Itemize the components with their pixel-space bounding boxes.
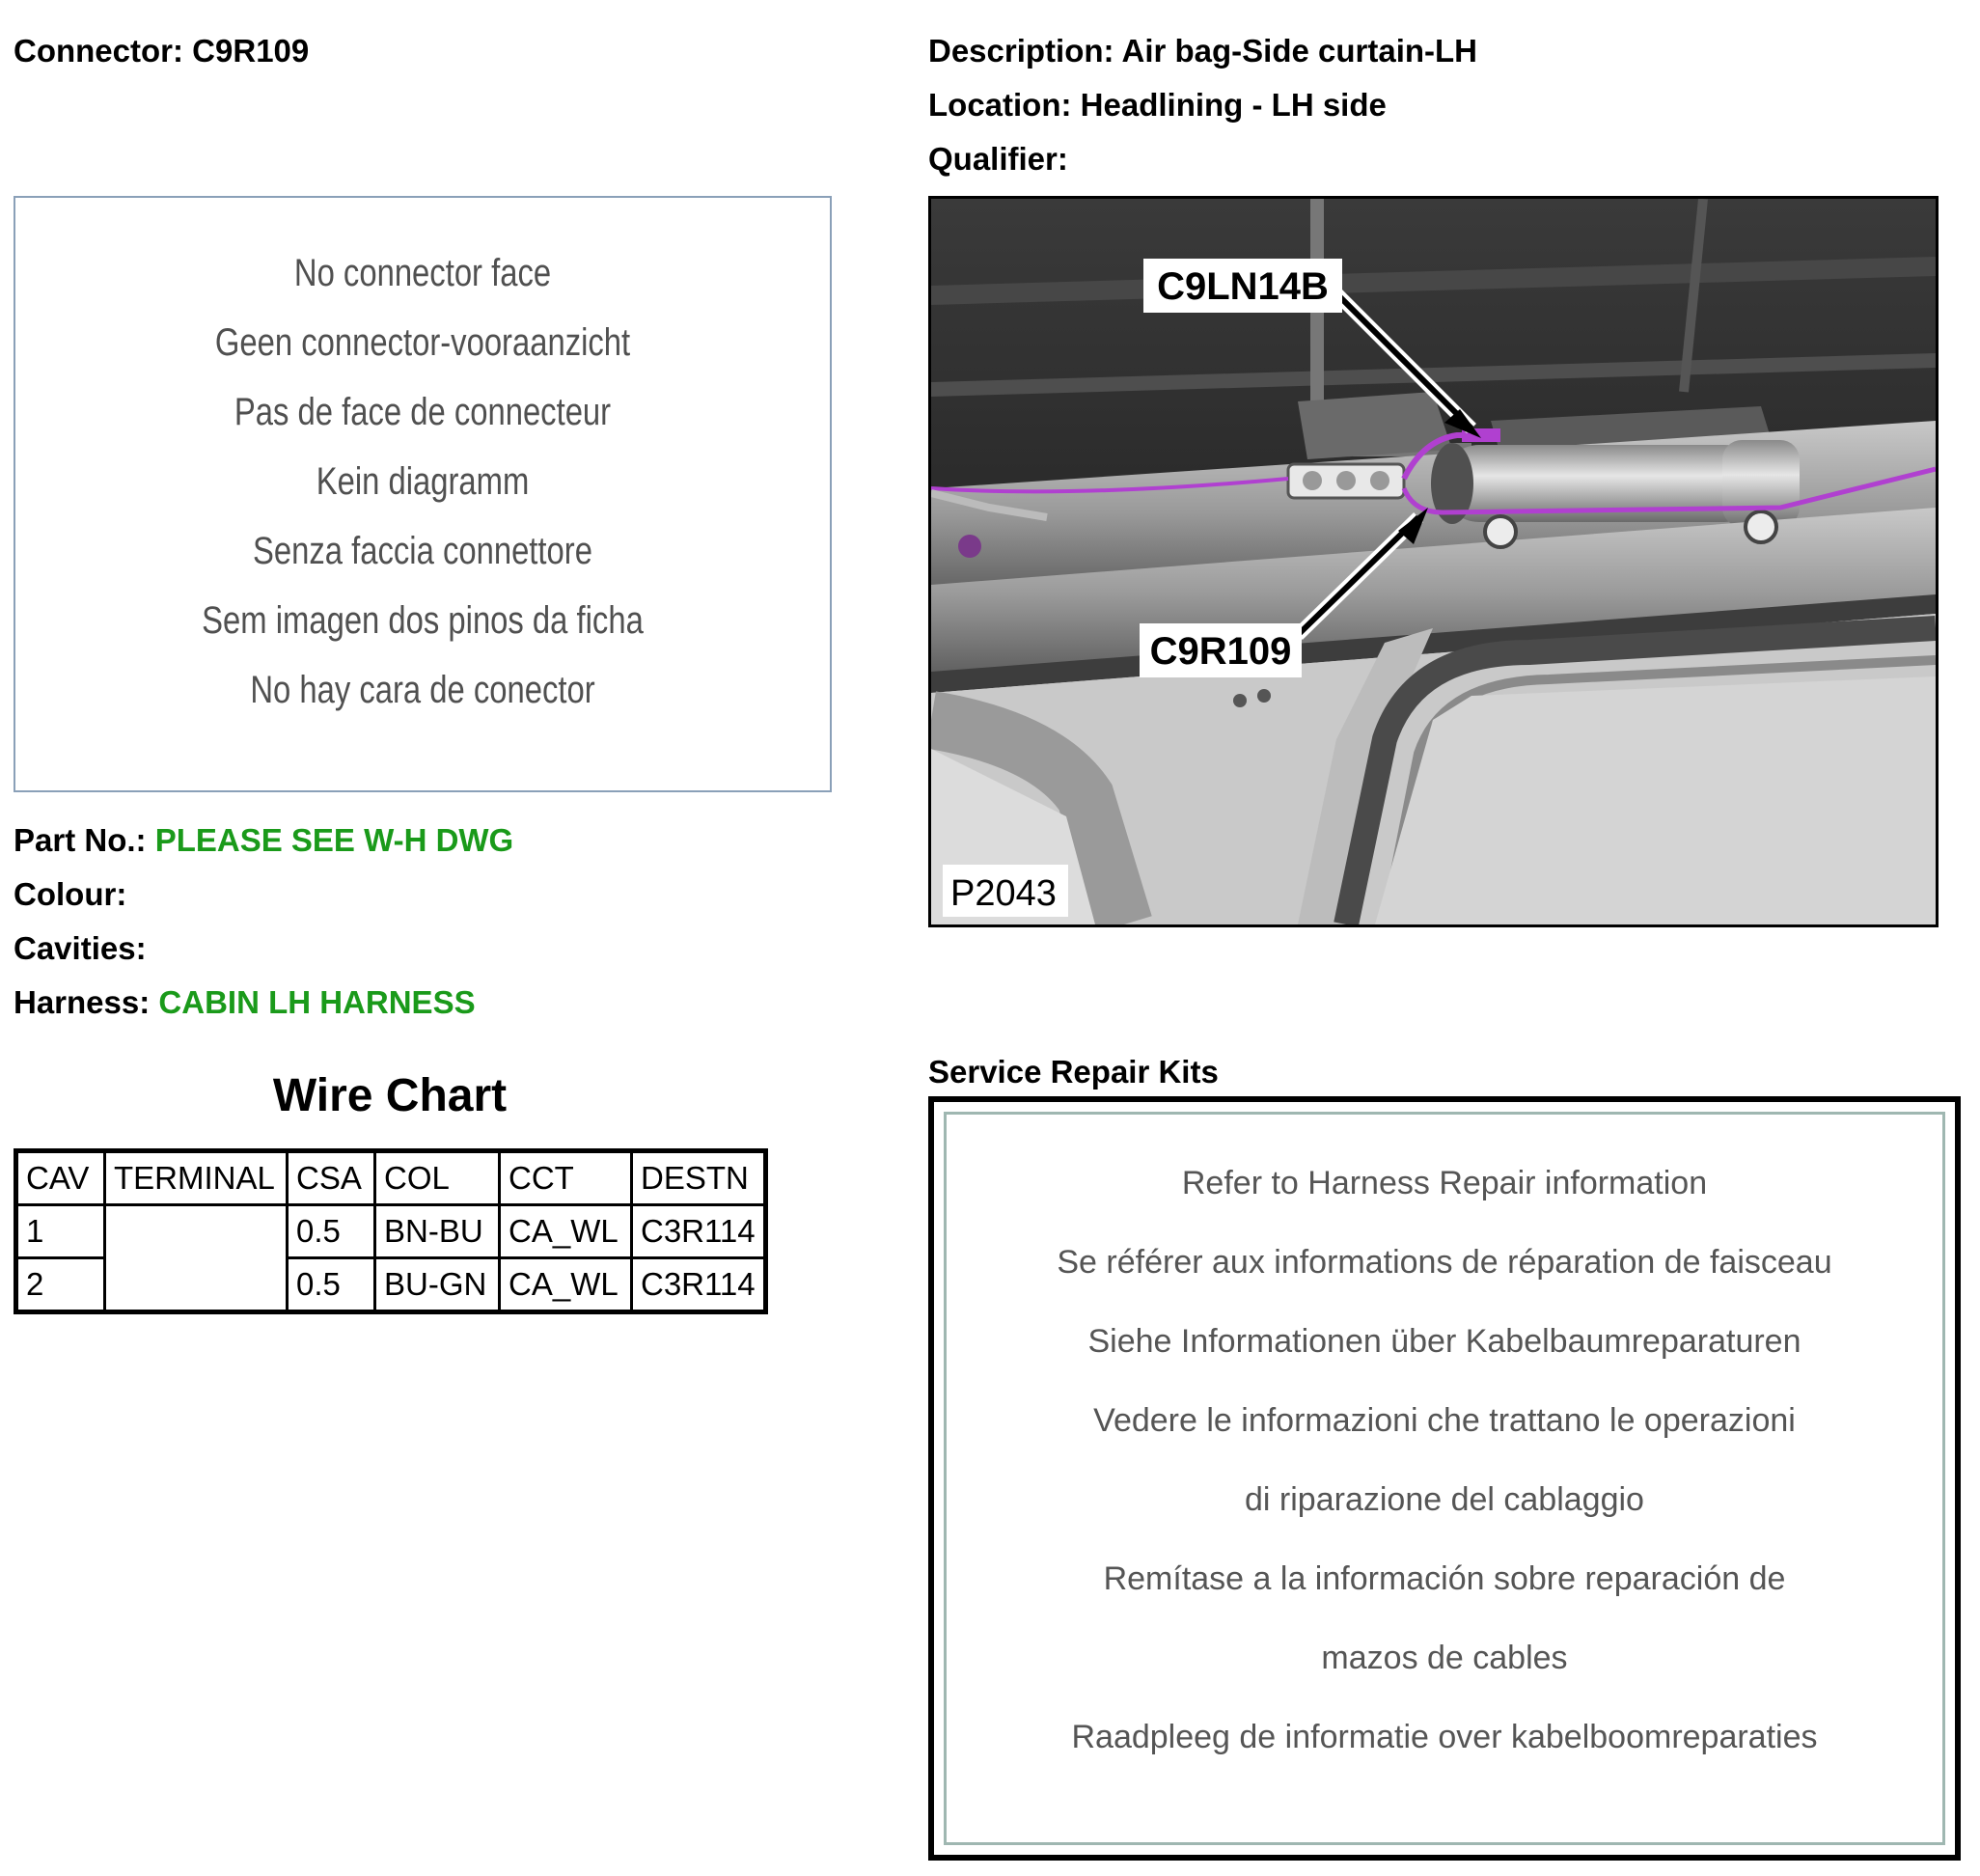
colour-label: Colour: — [14, 876, 127, 912]
srk-line: di riparazione del cablaggio — [1245, 1481, 1644, 1518]
wire-chart-title: Wire Chart — [272, 1070, 508, 1121]
description-label: Description: — [928, 33, 1114, 69]
cell-cav: 1 — [16, 1205, 105, 1258]
header-terminal: TERMINAL — [105, 1151, 288, 1205]
part-no-label: Part No.: — [14, 822, 147, 858]
connector-location-photo — [928, 196, 1939, 927]
cell-destn: C3R114 — [632, 1205, 766, 1258]
part-no-value: PLEASE SEE W-H DWG — [154, 822, 514, 858]
header-col: COL — [375, 1151, 500, 1205]
connector-label: Connector: — [14, 33, 183, 69]
callout-c9r109: C9R109 — [1149, 630, 1292, 673]
srk-line: Se référer aux informations de réparation de faisceau — [1057, 1244, 1832, 1281]
description-field — [928, 33, 1477, 69]
cell-cav: 2 — [16, 1258, 105, 1312]
part-no-field — [14, 822, 513, 859]
location-value: Headlining - LH side — [1080, 87, 1387, 123]
harness-field — [14, 984, 476, 1021]
location-label: Location: — [928, 87, 1072, 123]
no-face-line: Kein diagramm — [316, 460, 530, 503]
no-connector-face-box — [14, 196, 832, 792]
cell-cct: CA_WL — [500, 1258, 632, 1312]
description-value: Air bag-Side curtain-LH — [1121, 33, 1478, 69]
service-repair-kits-inner — [944, 1112, 1945, 1845]
table-row — [16, 1205, 766, 1258]
no-face-line: Sem imagen dos pinos da ficha — [202, 599, 644, 642]
no-face-line: Pas de face de connecteur — [234, 391, 612, 433]
harness-label: Harness: — [14, 984, 151, 1020]
wire-chart-table — [14, 1148, 768, 1314]
header-cav: CAV — [16, 1151, 105, 1205]
cell-terminal — [105, 1205, 288, 1312]
location-illustration — [931, 199, 1936, 924]
srk-line: Siehe Informationen über Kabelbaumreparaturen — [1087, 1323, 1801, 1360]
srk-line: Refer to Harness Repair information — [1181, 1165, 1708, 1201]
colour-field — [14, 876, 126, 913]
no-face-line: No connector face — [293, 252, 552, 294]
header-csa: CSA — [288, 1151, 375, 1205]
service-repair-kits-title: Service Repair Kits — [928, 1054, 1219, 1090]
location-field — [928, 87, 1387, 124]
srk-line: Vedere le informazioni che trattano le operazioni — [1093, 1402, 1796, 1439]
harness-value: CABIN LH HARNESS — [158, 984, 476, 1020]
cell-cct: CA_WL — [500, 1205, 632, 1258]
cell-col: BU-GN — [375, 1258, 500, 1312]
cell-col: BN-BU — [375, 1205, 500, 1258]
no-face-line: Geen connector-vooraanzicht — [214, 321, 631, 364]
service-repair-kits-box — [928, 1096, 1961, 1861]
callout-c9ln14b: C9LN14B — [1157, 265, 1329, 308]
cavities-field — [14, 930, 147, 967]
photo-ref-label: P2043 — [950, 873, 1057, 914]
srk-line: mazos de cables — [1321, 1640, 1568, 1676]
cavities-label: Cavities: — [14, 930, 147, 966]
cell-destn: C3R114 — [632, 1258, 766, 1312]
qualifier-label: Qualifier: — [928, 141, 1068, 177]
srk-line: Raadpleeg de informatie over kabelboomreparaties — [1071, 1719, 1818, 1755]
header-cct: CCT — [500, 1151, 632, 1205]
header-destn: DESTN — [632, 1151, 766, 1205]
no-face-line: Senza faccia connettore — [253, 530, 592, 572]
srk-line: Remítase a la información sobre reparación de — [1103, 1560, 1786, 1597]
no-face-line: No hay cara de conector — [250, 669, 595, 711]
qualifier-field — [928, 141, 1068, 178]
wire-chart-header-row — [16, 1151, 766, 1205]
connector-field — [14, 33, 309, 69]
connector-value: C9R109 — [192, 33, 310, 69]
cell-csa: 0.5 — [288, 1258, 375, 1312]
cell-csa: 0.5 — [288, 1205, 375, 1258]
